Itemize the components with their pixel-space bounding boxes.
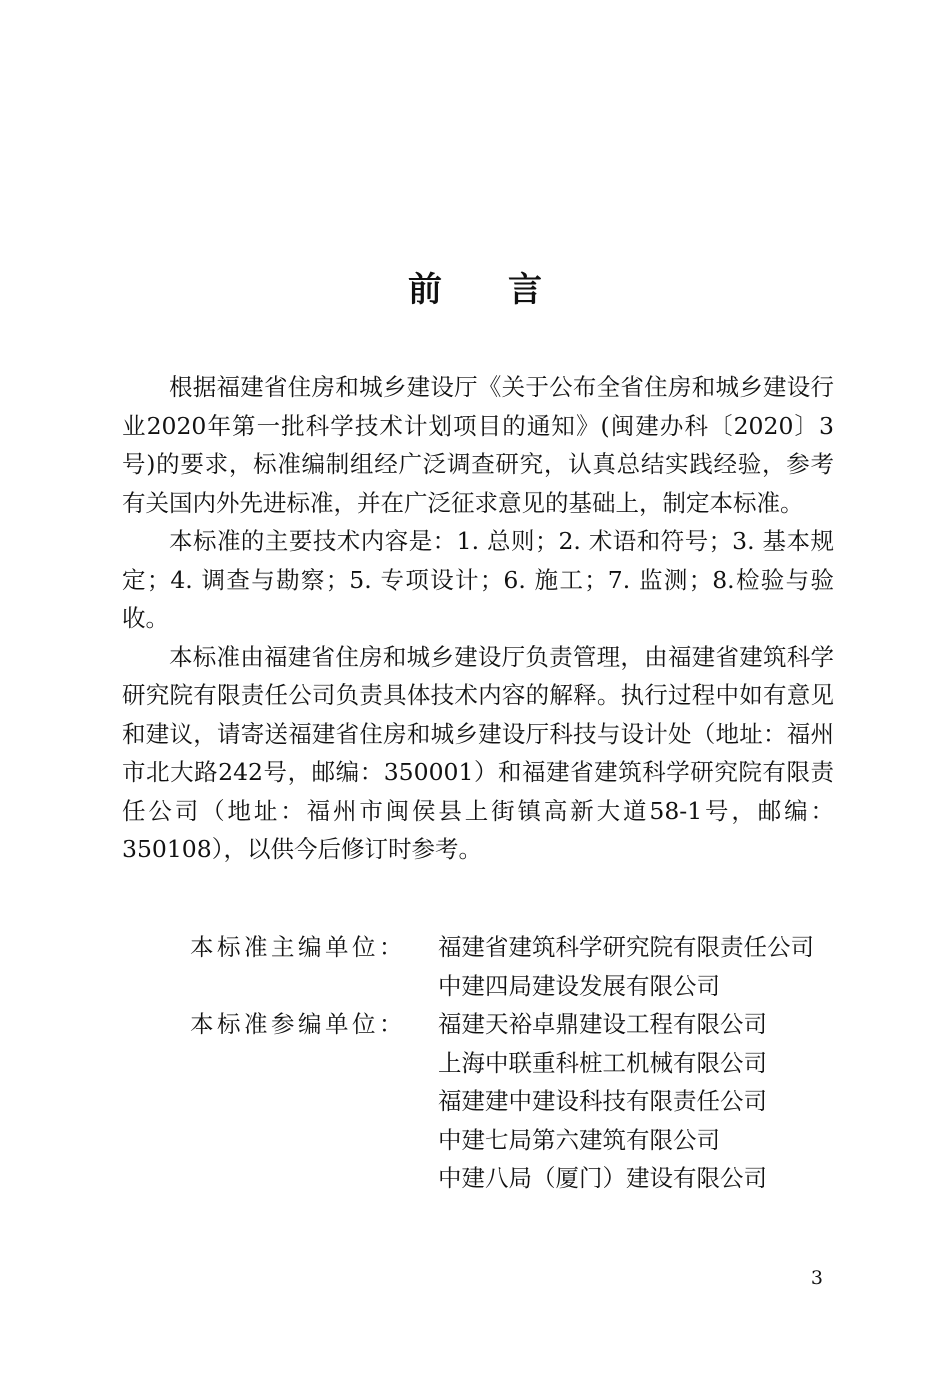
page-number: 3 bbox=[810, 1267, 823, 1289]
editing-units bbox=[190, 928, 840, 1198]
participating-unit-item: 福建建中建设科技有限责任公司 bbox=[438, 1087, 767, 1115]
chief-unit-item: 福建省建筑科学研究院有限责任公司 bbox=[438, 933, 814, 961]
participating-units-list bbox=[438, 1005, 840, 1198]
page-title: 前言 bbox=[408, 270, 608, 310]
participating-unit-item: 福建天裕卓鼎建设工程有限公司 bbox=[438, 1010, 767, 1038]
participating-units-label: 本标准参编单位： bbox=[190, 1010, 406, 1038]
participating-unit-item: 上海中联重科桩工机械有限公司 bbox=[438, 1048, 767, 1077]
participating-unit-item: 中建八局（厦门）建设有限公司 bbox=[438, 1164, 767, 1192]
preface-paragraph-2: 本标准的主要技术内容是：1. 总则；2. 术语和符号；3. 基本规定；4. 调查与勘察；5. 专项设计；6. 施工；7. 监测；8.检验与验收。 bbox=[122, 527, 834, 632]
participating-units-group bbox=[190, 1005, 840, 1198]
chief-units-label: 本标准主编单位： bbox=[190, 933, 406, 961]
participating-unit-item: 中建七局第六建筑有限公司 bbox=[438, 1125, 720, 1154]
preface-paragraph-3: 本标准由福建省住房和城乡建设厅负责管理，由福建省建筑科学研究院有限责任公司负责具体技术内容的解释。执行过程中如有意见和建议，请寄送福建省住房和城乡建设厅科技与设计处（地址：福州市北大路242号，邮编：350001）和福建省建筑科学研究院有限责任公司（地址：福州市闽侯县上街镇高新大道58-1号，邮编：350108），以供今后修订时参考。 bbox=[122, 642, 834, 863]
preface-paragraph-1: 根据福建省住房和城乡建设厅《关于公布全省住房和城乡建设行业2020年第一批科学技术计划项目的通知》(闽建办科〔2020〕3号)的要求，标准编制组经广泛调查研究，认真总结实践经验，参考有关国内外先进标准，并在广泛征求意见的基础上，制定本标准。 bbox=[122, 373, 834, 517]
chief-units-list bbox=[438, 928, 840, 1005]
chief-units-group bbox=[190, 928, 840, 1005]
preface-body bbox=[122, 368, 834, 869]
chief-unit-item: 中建四局建设发展有限公司 bbox=[438, 971, 720, 1000]
